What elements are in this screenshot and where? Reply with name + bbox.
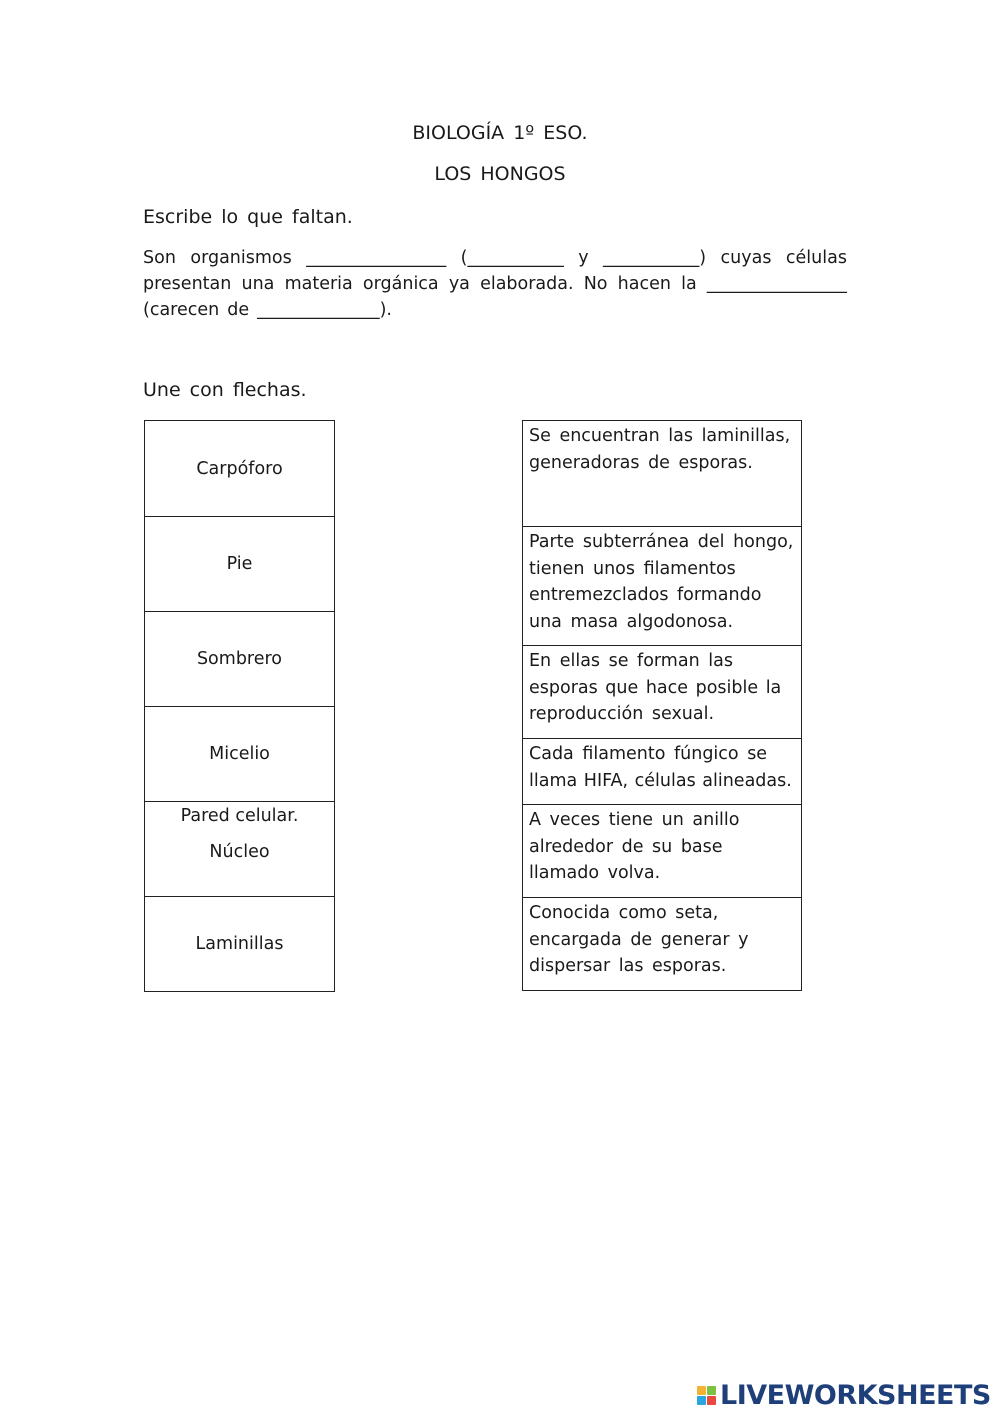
worksheet-title: BIOLOGÍA 1º ESO. [412,122,588,144]
right-item-2[interactable]: Parte subterránea del hongo, tienen unos filamentos entremezclados formando una masa algodonosa. [522,526,802,646]
right-item-6[interactable]: Conocida como seta, encargada de generar y dispersar las esporas. [522,897,802,991]
blank[interactable]: ________________ [306,248,447,268]
liveworksheets-logo-icon [697,1386,716,1405]
liveworksheets-logo [697,1375,991,1415]
exercise2-instruction: Une con flechas. [143,379,307,401]
blank[interactable]: (___________ [460,248,564,268]
right-item-4[interactable]: Cada filamento fúngico se llama HIFA, células alineadas. [522,738,802,805]
left-item-pie[interactable]: Pie [144,516,335,612]
left-item-micelio[interactable]: Micelio [144,706,335,802]
worksheet-subtitle: LOS HONGOS [434,163,566,185]
paragraph-line: (carecen de ______________). [143,297,847,323]
left-item-laminillas[interactable]: Laminillas [144,896,335,992]
blank[interactable]: ___________) [603,248,707,268]
paragraph-line: presentan una materia orgánica ya elaborada. No hacen la ________________ [143,271,847,297]
logo-text: LIVEWORKSHEETS [720,1379,991,1411]
blank[interactable]: ________________ [706,274,847,294]
paragraph-line: Son organismos ________________ (___________ y ___________) cuyas células [143,245,847,271]
exercise1-instruction: Escribe lo que faltan. [143,206,353,228]
left-item-pared-celular[interactable]: Pared celular. Núcleo [144,801,335,897]
right-item-5[interactable]: A veces tiene un anillo alrededor de su base llamado volva. [522,804,802,898]
right-item-3[interactable]: En ellas se forman las esporas que hace posible la reproducción sexual. [522,645,802,739]
right-item-1[interactable]: Se encuentran las laminillas, generadoras de esporas. [522,420,802,527]
blank[interactable]: ______________). [257,300,392,320]
left-item-carpoforo[interactable]: Carpóforo [144,420,335,517]
fill-in-paragraph [143,245,847,323]
left-item-sombrero[interactable]: Sombrero [144,611,335,707]
